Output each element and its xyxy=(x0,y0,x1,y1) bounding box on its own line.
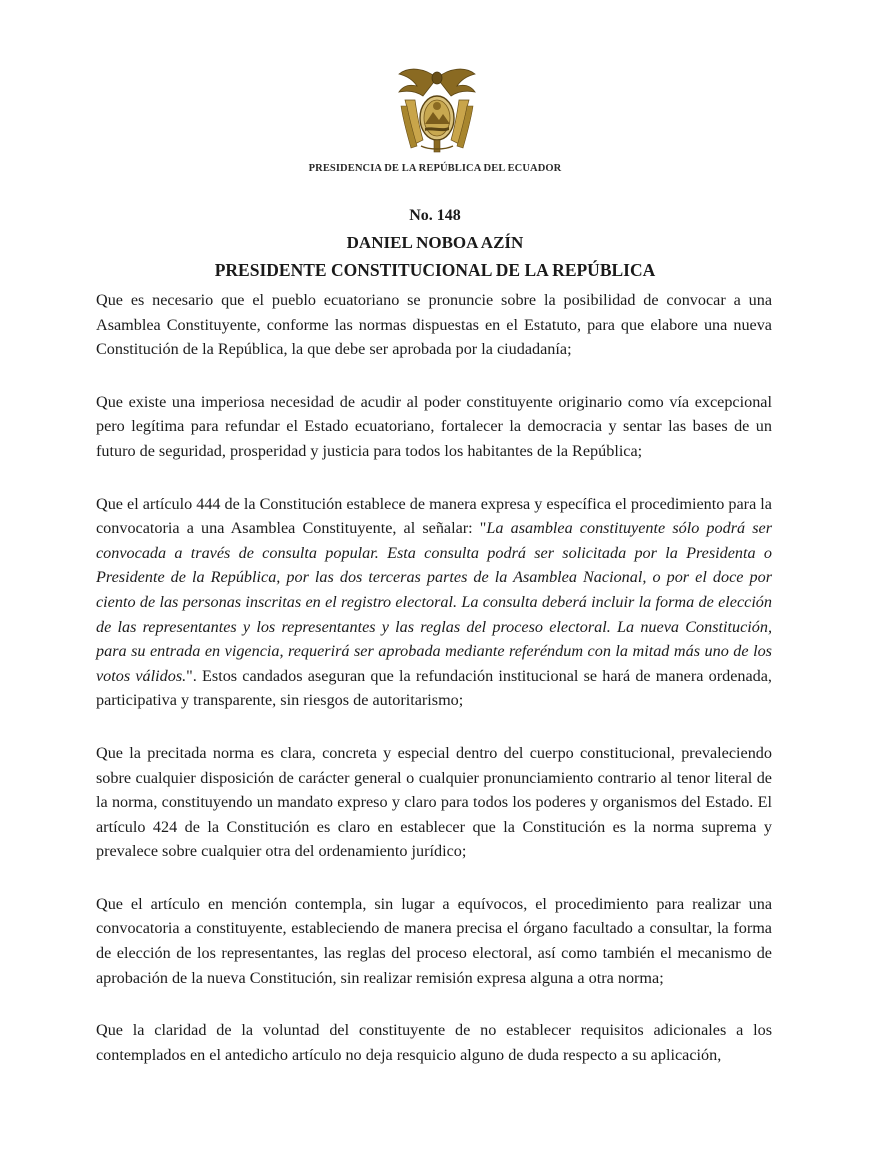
institution-header: PRESIDENCIA DE LA REPÚBLICA DEL ECUADOR xyxy=(308,163,562,174)
president-name: DANIEL NOBOA AZÍN xyxy=(346,233,524,252)
paragraph-5: Que el artículo en mención contempla, sin lugar a equívocos, el procedimiento para realizar una convocatoria a constituyente, estableciendo de manera precisa el órgano facultado a consultar, la forma de elección de los representantes, las reglas del proceso electoral, así como también el mecanismo de aprobación de la nueva Constitución, sin realizar remisión expresa alguna a otra norma; xyxy=(96,894,772,987)
paragraph-6: Que la claridad de la voluntad del constituyente de no establecer requisitos adicionales a los contemplados en el antedicho artículo no deja resquicio alguno de duda respecto a su aplicación, xyxy=(96,1021,772,1064)
paragraph-3-intro: Que el artículo 444 de la Constitución establece de manera expresa y específica el procedimiento para la convocatoria a una Asamblea Constituyente, al señalar: " xyxy=(96,494,772,538)
paragraph-3-outro: ". Estos candados aseguran que la refundación institucional se hará de manera ordenada, participativa y transparente, sin riesgos de autoritarismo; xyxy=(96,666,772,710)
president-title: PRESIDENTE CONSTITUCIONAL DE LA REPÚBLICA xyxy=(214,260,656,280)
paragraph-1: Que es necesario que el pueblo ecuatoriano se pronuncie sobre la posibilidad de convocar a una Asamblea Constituyente, conforme las normas dispuestas en el Estatuto, para que elabore una nueva Constitución de la República, la que debe ser aprobada por la ciudadanía; xyxy=(96,291,772,359)
paragraph-3 xyxy=(96,492,772,713)
coat-of-arms-icon xyxy=(395,64,479,156)
paragraph-2: Que existe una imperiosa necesidad de acudir al poder constituyente originario como vía excepcional pero legítima para refundar el Estado ecuatoriano, fortalecer la democracia y sentar las bases de un futuro de seguridad, prosperidad y justicia para todos los habitantes de la República; xyxy=(96,392,772,460)
decree-body xyxy=(96,288,772,1067)
paragraph-4: Que la precitada norma es clara, concreta y especial dentro del cuerpo constitucional, prevaleciendo sobre cualquier disposición de carácter general o cualquier pronunciamiento contrario al tenor literal de la norma, constituyendo un mandato expreso y claro para todos los poderes y organismos del Estado. El artículo 424 de la Constitución es claro en establecer que la Constitución es la norma suprema y prevalece sobre cualquier otra del ordenamiento jurídico; xyxy=(96,743,772,861)
paragraph-3-quote: La asamblea constituyente sólo podrá ser convocada a través de consulta popular. Esta consulta podrá ser solicitada por la Presidenta o Presidente de la República, por las dos terceras partes de la Asamblea Nacional, o por el doce por ciento de las personas inscritas en el registro electoral. La consulta deberá incluir la forma de elección de las representantes y los representantes y las reglas del proceso electoral. La nueva Constitución, para su entrada en vigencia, requerirá ser aprobada mediante referéndum con la mitad más uno de los votos válidos. xyxy=(96,519,773,685)
decree-number: No. 148 xyxy=(409,207,461,224)
